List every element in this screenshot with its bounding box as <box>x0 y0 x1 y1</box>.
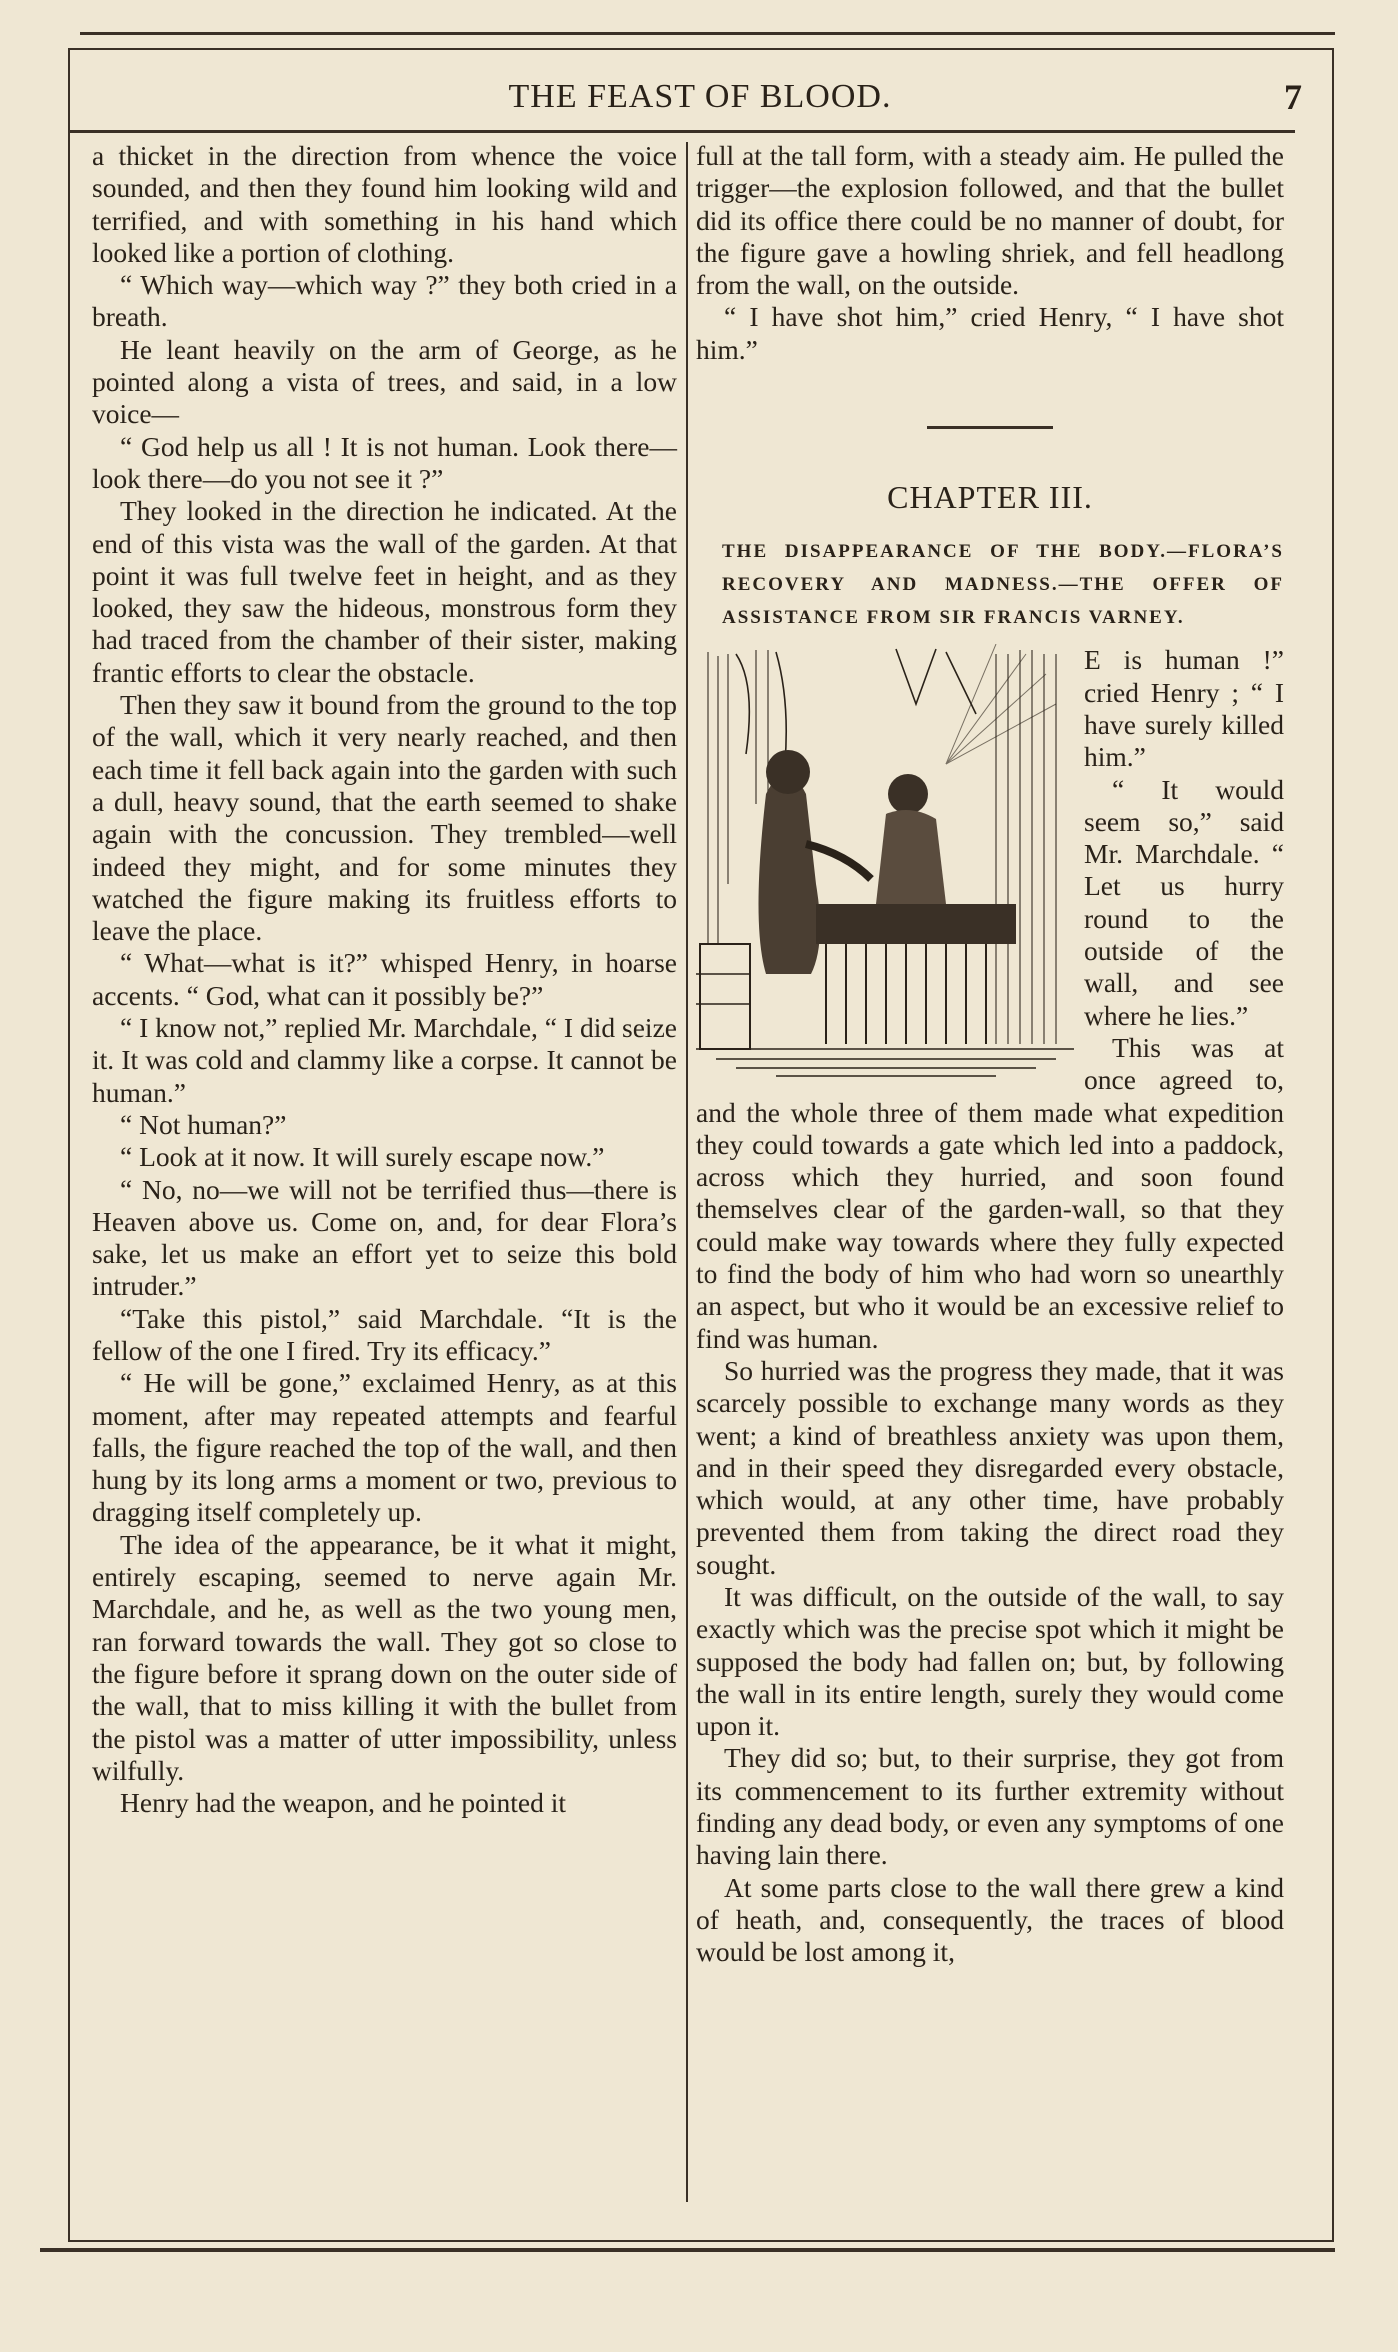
page-number: 7 <box>1284 77 1302 117</box>
right-column <box>696 140 1284 1969</box>
running-title: THE FEAST OF BLOOD. <box>508 78 892 115</box>
paragraph: “ No, no—we will not be terrified thus—there is Heaven above us. Come on, and, for dear Flora’s sake, let us make an effort yet to seize this bold intruder.” <box>92 1173 677 1302</box>
top-rule <box>80 32 1335 35</box>
header-rule <box>70 130 1295 133</box>
paragraph: “ I know not,” replied Mr. Marchdale, “ I did seize it. It was cold and clammy like a corpse. It cannot be human.” <box>92 1012 677 1108</box>
paragraph: They did so; but, to their surprise, they got from its commencement to its further extremity without finding any dead body, or even any symptoms of one having lain there. <box>696 1742 1284 1871</box>
paragraph: “ Which way—which way ?” they both cried in a breath. <box>92 269 677 333</box>
paragraph: Then they saw it bound from the ground to the top of the wall, which it very nearly reached, and then each time it fell back again into the garden with such a dull, heavy sound, that the earth seemed to shake again with the concussion. They trembled—well indeed they might, and for some minutes they watched the figure making its fruitless efforts to leave the place. <box>92 689 677 947</box>
illustration-block <box>696 644 1284 1355</box>
column-divider <box>686 142 688 2202</box>
paragraph: “ He will be gone,” exclaimed Henry, as at this moment, after may repeated attempts and fearful falls, the figure reached the top of the wall, and then hung by its long arms a moment or two, previous to dragging itself completely up. <box>92 1367 677 1528</box>
bottom-rule <box>40 2248 1335 2252</box>
paragraph: Henry had the weapon, and he pointed it <box>120 1787 566 1819</box>
paragraph: “Take this pistol,” said Marchdale. “It is the fellow of the one I fired. Try its efficacy.” <box>92 1302 677 1366</box>
engraving-icon <box>696 644 1074 1080</box>
paragraph: They looked in the direction he indicated. At the end of this vista was the wall of the garden. At that point it was full twelve feet in height, and as they looked, they saw the hideous, monstrous form they had traced from the chamber of their sister, making frantic efforts to clear the obstacle. <box>92 495 677 688</box>
paragraph: a thicket in the direction from whence the voice sounded, and then they found him looking wild and terrified, and with something in his hand which looked like a portion of clothing. <box>92 140 677 268</box>
paragraph: The idea of the appearance, be it what it might, entirely escaping, seemed to nerve again Mr. Marchdale, and he, as well as the two young men, ran forward towards the wall. They got so close to the figure before it sprang down on the outer side of the wall, that to miss killing it with the bullet from the pistol was a matter of utter impossibility, unless wilfully. <box>92 1528 677 1786</box>
paragraph: This was at once agreed to, and the whole three of them made what expedition they could towards a gate which led into a paddock, across which they hurried, and soon found themselves clear of the garden-wall, so that they could make way towards where they fully expected to find the body of him who had worn so unearthly an aspect, but who it would be an excessive relief to find was human. <box>696 1031 1284 1354</box>
paragraph: “ It would seem so,” said Mr. Marchdale. “ Let us hurry round to the outside of the wall, and see where he lies.” <box>1084 773 1284 1031</box>
paragraph: “ God help us all ! It is not human. Look there—look there—do you not see it ?” <box>92 430 677 494</box>
chapter-heading: CHAPTER III. <box>887 479 1093 516</box>
paragraph: At some parts close to the wall there grew a kind of heath, and, consequently, the traces of blood would be lost among it, <box>696 1871 1284 1968</box>
paragraph: “ Not human?” <box>120 1108 287 1140</box>
section-rule <box>927 426 1053 429</box>
paragraph: “ What—what is it?” whisped Henry, in hoarse accents. “ God, what can it possibly be?” <box>92 947 677 1011</box>
paragraph: “ I have shot him,” cried Henry, “ I have shot him.” <box>696 301 1284 365</box>
page-header <box>70 70 1330 120</box>
paragraph: He leant heavily on the arm of George, as he pointed along a vista of trees, and said, in a low voice— <box>92 333 677 430</box>
paragraph: full at the tall form, with a steady aim. He pulled the trigger—the explosion followed, and that the bullet did its office there could be no manner of doubt, for the figure gave a howling shriek, and fell headlong from the wall, on the outside. <box>696 140 1284 301</box>
paragraph: “ Look at it now. It will surely escape now.” <box>120 1141 605 1173</box>
paragraph: So hurried was the progress they made, that it was scarcely possible to exchange many words as they went; a kind of breathless anxiety was upon them, and in their speed they disregarded every obstacle, which would, at any other time, have probably prevented them from taking the direct road they sought. <box>696 1354 1284 1580</box>
paragraph: It was difficult, on the outside of the wall, to say exactly which was the precise spot which it might be supposed the body had fallen on; but, by following the wall in its entire length, surely they would come upon it. <box>696 1580 1284 1742</box>
left-column <box>92 140 677 1819</box>
paragraph: E is human !” cried Henry ; “ I have surely killed him.” <box>1084 644 1284 773</box>
chapter-summary: THE DISAPPEARANCE OF THE BODY.—FLORA’S RECOVERY AND MADNESS.—THE OFFER OF ASSISTANCE FROM SIR FRANCIS VARNEY. <box>722 541 1284 629</box>
